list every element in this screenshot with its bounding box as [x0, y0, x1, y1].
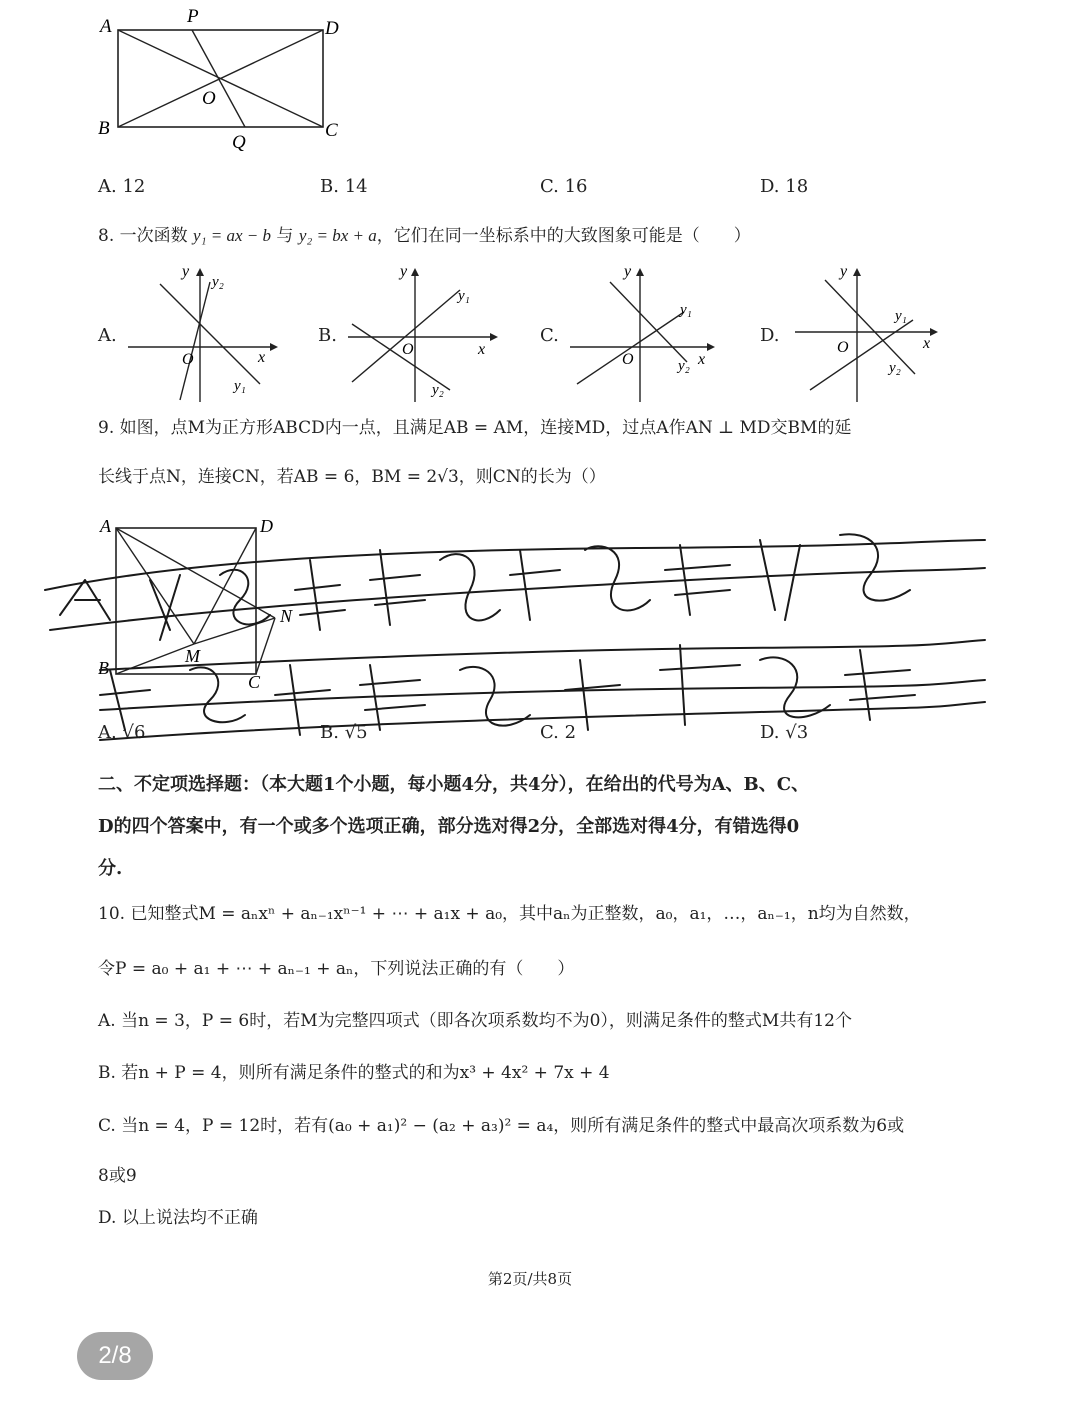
svg-text:y₂: y₂ — [212, 274, 224, 290]
svg-text:C: C — [248, 672, 261, 690]
svg-text:x: x — [478, 341, 486, 358]
q10-stem-line2: 令P = a₀ + a₁ + ⋯ + aₙ₋₁ + aₙ，下列说法正确的有（ ） — [98, 959, 575, 979]
q7-option-d: D. 18 — [760, 176, 809, 197]
svg-text:y: y — [624, 263, 632, 280]
q8-option-c-letter: C. — [540, 325, 559, 346]
section2-line1: 二、不定项选择题：（本大题1个小题，每小题4分，共4分），在给出的代号为A、B、C、 — [98, 774, 810, 795]
svg-text:y: y — [840, 263, 848, 280]
section2-line3: 分. — [98, 858, 123, 879]
label-A: A — [100, 16, 112, 37]
q9-stem-line2: 长线于点N，连接CN，若AB = 6，BM = 2√3，则CN的长为（） — [98, 467, 606, 487]
svg-text:M: M — [185, 646, 200, 666]
label-P: P — [187, 6, 199, 27]
label-B: B — [98, 118, 110, 139]
q9-option-c: C. 2 — [540, 722, 577, 743]
svg-text:y₁: y₁ — [458, 288, 470, 304]
svg-text:O: O — [402, 341, 414, 358]
q8-option-b-letter: B. — [318, 325, 337, 346]
svg-text:N: N — [280, 606, 293, 626]
q8-stem: 8. 一次函数 y₁ = ax − b 与 y₂ = bx + a，它们在同一坐标系中的大致图象可能是（ ） — [98, 226, 751, 246]
q10-option-c-line2: 8或9 — [98, 1166, 137, 1186]
svg-text:y₁: y₁ — [895, 308, 907, 324]
q8-option-a-letter: A. — [98, 325, 117, 346]
svg-text:y: y — [182, 263, 190, 280]
svg-text:y₂: y₂ — [678, 358, 690, 374]
q7-option-a: A. 12 — [98, 176, 146, 197]
q9-option-b: B. √5 — [320, 722, 368, 743]
svg-text:x: x — [923, 335, 931, 352]
label-C: C — [325, 120, 338, 141]
q10-option-a: A. 当n = 3，P = 6时，若M为完整四项式（即各次项系数均不为0），则满足条件的整式M共有12个 — [98, 1011, 852, 1031]
q10-stem-line1: 10. 已知整式M = aₙxⁿ + aₙ₋₁xⁿ⁻¹ + ⋯ + a₁x + a₀，其中aₙ为正整数，a₀，a₁，…，aₙ₋₁，n均为自然数， — [98, 904, 921, 924]
q10-option-d: D. 以上说法均不正确 — [98, 1208, 258, 1228]
svg-text:全网免费资料 高考真题 好题 数学 最新: 全网免费资料 高考真题 好题 数学 最新 — [740, 735, 757, 736]
section2-line2: D的四个答案中，有一个或多个选项正确，部分选对得2分，全部选对得4分，有错选得0 — [98, 816, 800, 837]
svg-text:y₂: y₂ — [432, 382, 444, 398]
svg-text:D: D — [260, 516, 273, 536]
q9-option-d: D. √3 — [760, 722, 809, 743]
label-Q: Q — [232, 132, 246, 153]
svg-text:y₂: y₂ — [889, 360, 901, 376]
label-O: O — [202, 88, 216, 109]
q8-graph-d — [785, 262, 945, 407]
q9-stem-line1: 9. 如图，点M为正方形ABCD内一点，且满足AB = AM，连接MD，过点A作AN ⊥ MD交BM的延 — [98, 418, 852, 438]
q7-option-c: C. 16 — [540, 176, 588, 197]
svg-text:x: x — [258, 349, 266, 366]
q10-option-c-line1: C. 当n = 4，P = 12时，若有(a₀ + a₁)² − (a₂ + a₃)² = a₄，则所有满足条件的整式中最高次项系数为6或 — [98, 1116, 905, 1136]
page-indicator[interactable]: 2/8 — [77, 1332, 153, 1380]
q9-option-a: A. √6 — [98, 722, 146, 743]
svg-text:O: O — [837, 339, 849, 356]
svg-text:B: B — [98, 658, 109, 678]
svg-text:O: O — [622, 351, 634, 368]
q7-option-b: B. 14 — [320, 176, 368, 197]
svg-text:y: y — [400, 263, 408, 280]
q8-graph-c — [562, 262, 722, 407]
page-footer: 第2页/共8页 — [487, 1270, 573, 1288]
svg-text:y₁: y₁ — [680, 302, 692, 318]
svg-text:A: A — [100, 516, 111, 536]
svg-text:x: x — [698, 351, 706, 368]
q8-graph-a — [120, 262, 280, 407]
q7-figure — [90, 0, 360, 160]
svg-text:y₁: y₁ — [234, 378, 246, 394]
handwriting-scribble — [40, 520, 990, 750]
svg-text:O: O — [182, 351, 194, 368]
q8-option-d-letter: D. — [760, 325, 780, 346]
label-D: D — [325, 18, 339, 39]
q8-graph-b — [340, 262, 500, 407]
q10-option-b: B. 若n + P = 4，则所有满足条件的整式的和为x³ + 4x² + 7x + 4 — [98, 1063, 610, 1083]
